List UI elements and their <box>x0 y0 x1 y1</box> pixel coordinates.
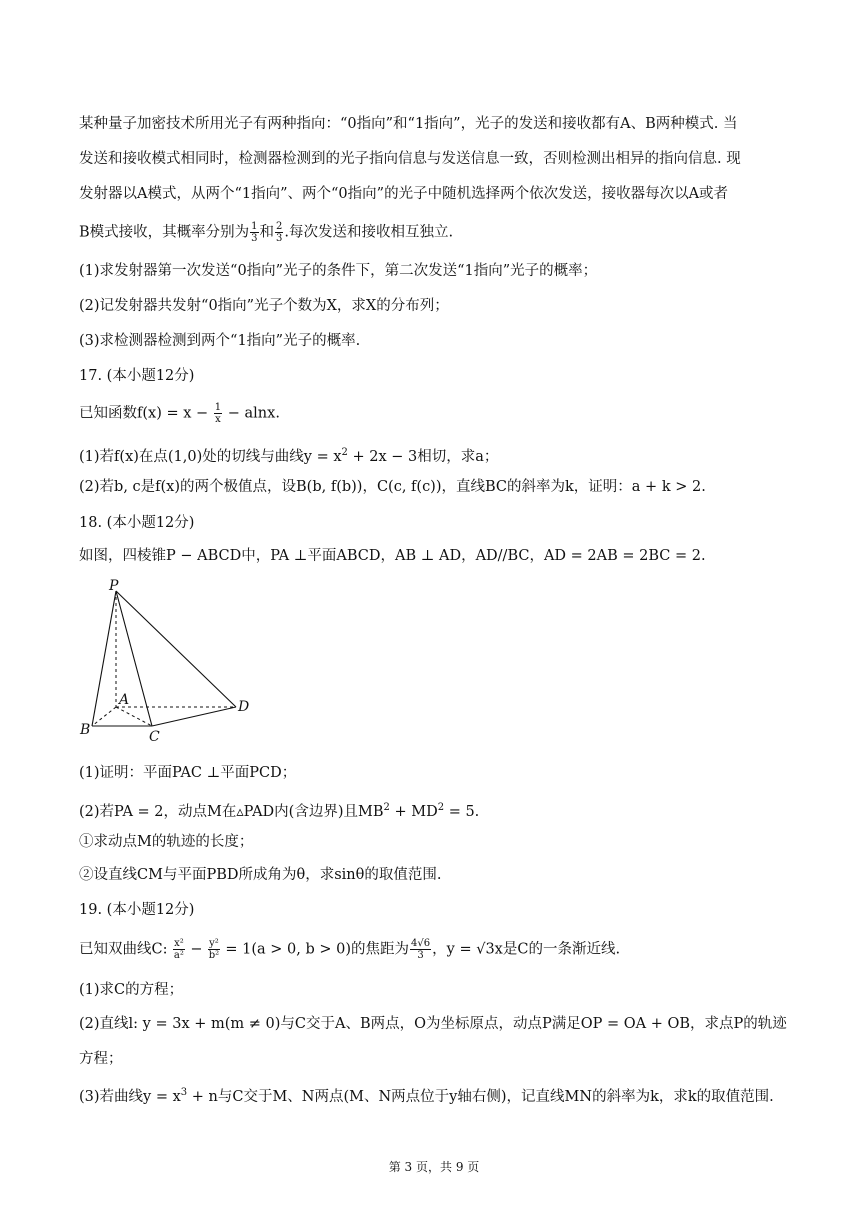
page-footer: 第 3 页，共 9 页 <box>388 1160 480 1174</box>
p19-question-2: (2)直线l: y = 3x + m(m ≠ 0)与C交于A、B两点，O为坐标原点，动点P满足OP = OA + OB，求点P的轨迹 <box>79 1016 787 1032</box>
minus-sign: − <box>185 941 208 958</box>
p17-q1-a: (1)若f(x)在点(1,0)处的切线与曲线y = x <box>79 448 342 465</box>
p17-statement-pre: 已知函数f(x) = x − <box>79 405 213 422</box>
p19-q3-a: (3)若曲线y = x <box>79 1088 181 1105</box>
p16-line-3: 发射器以A模式，从两个“1指向”、两个“0指向”的光子中随机选择两个依次发送，接收器每次以A或者 <box>79 186 729 202</box>
fraction-x2-a2 <box>173 938 185 961</box>
frac-den: 3 <box>276 233 283 244</box>
edge-pd <box>116 591 236 707</box>
frac-num: 2 <box>276 221 283 232</box>
p18-heading: 18. (本小题12分) <box>79 515 195 531</box>
label-c: C <box>149 729 160 745</box>
frac-den: b² <box>208 950 220 961</box>
frac-num: 4√6 <box>411 938 431 949</box>
p17-question-2: (2)若b, c是f(x)的两个极值点，设B(b, f(b))，C(c, f(c))，直线BC的斜率为k，证明：a + k > 2. <box>79 479 706 495</box>
p16-line-4-post: .每次发送和接收相互独立. <box>284 224 454 241</box>
p18-question-2 <box>79 798 479 822</box>
fraction-one-third <box>250 221 258 244</box>
p17-heading: 17. (本小题12分) <box>79 368 195 384</box>
superscript: 2 <box>383 802 390 813</box>
p16-line-1: 某种量子加密技术所用光子有两种指向：“0指向”和“1指向”，光子的发送和接收都有A、B两种模式. 当 <box>79 116 738 132</box>
fraction-two-thirds <box>275 221 283 244</box>
p18-subquestion-1: ①求动点M的轨迹的长度； <box>79 834 254 850</box>
frac-num: y² <box>209 938 219 949</box>
p18-subquestion-2: ②设直线CM与平面PBD所成角为θ，求sinθ的取值范围. <box>79 867 442 883</box>
p19-q3-b: + n与C交于M、N两点(M、N两点位于y轴右侧)，记直线MN的斜率为k，求k的取值范围. <box>187 1088 774 1105</box>
label-d: D <box>238 699 250 715</box>
edge-ac <box>116 707 152 726</box>
p16-line-4-pre: B模式接收，其概率分别为 <box>79 224 250 241</box>
p19-question-3 <box>79 1083 774 1107</box>
p17-statement-post: − alnx. <box>223 405 280 422</box>
p19-heading: 19. (本小题12分) <box>79 902 195 918</box>
frac-num: x² <box>174 938 184 949</box>
p17-q1-b: + 2x − 3相切，求a； <box>347 448 499 465</box>
p18-question-1: (1)证明：平面PAC ⊥平面PCD； <box>79 765 297 781</box>
frac-den: 3 <box>417 950 424 961</box>
edge-cd <box>152 707 236 726</box>
p16-and: 和 <box>259 224 275 241</box>
p17-statement <box>79 402 280 425</box>
p16-question-2: (2)记发射器共发射“0指向”光子个数为X，求X的分布列； <box>79 298 449 314</box>
label-p: P <box>109 578 119 594</box>
frac-den: a² <box>173 950 184 961</box>
p18-q2-a: (2)若PA = 2，动点M在▵PAD内(含边界)且MB <box>79 803 384 820</box>
p19-statement-post: ，y = √3x是C的一条渐近线. <box>432 941 621 958</box>
frac-num: 1 <box>251 221 258 232</box>
p16-line-2: 发送和接收模式相同时，检测器检测到的光子指向信息与发送信息一致，否则检测出相异的指向信息. 现 <box>79 151 741 167</box>
p18-q2-c: = 5. <box>444 803 480 820</box>
p19-statement <box>79 938 620 961</box>
label-a: A <box>119 692 130 708</box>
superscript: 3 <box>180 1087 188 1098</box>
superscript: 2 <box>437 802 445 813</box>
edge-pb <box>92 591 116 726</box>
p19-question-2-cont: 方程； <box>79 1051 123 1067</box>
frac-den: 3 <box>251 233 258 244</box>
p18-q2-b: + MD <box>389 803 438 820</box>
p19-statement-pre: 已知双曲线C: <box>79 941 173 958</box>
fraction-one-over-x <box>214 402 222 425</box>
superscript: 2 <box>341 447 348 458</box>
p16-question-1: (1)求发射器第一次发送“0指向”光子的条件下，第二次发送“1指向”光子的概率； <box>79 263 598 279</box>
p17-question-1 <box>79 443 498 467</box>
p16-line-4 <box>79 221 453 244</box>
p16-question-3: (3)求检测器检测到两个“1指向”光子的概率. <box>79 333 361 349</box>
frac-den: x <box>215 414 221 425</box>
label-b: B <box>80 722 91 738</box>
pyramid-figure <box>79 578 269 748</box>
fraction-focal <box>410 938 431 961</box>
p19-question-1: (1)求C的方程； <box>79 982 184 998</box>
p19-statement-mid: = 1(a > 0, b > 0)的焦距为 <box>220 941 410 958</box>
edge-ab <box>92 707 116 726</box>
frac-num: 1 <box>214 402 222 413</box>
fraction-y2-b2 <box>208 938 220 961</box>
p18-statement: 如图，四棱锥P − ABCD中，PA ⊥平面ABCD，AB ⊥ AD，AD//BC，AD = 2AB = 2BC = 2. <box>79 548 706 564</box>
